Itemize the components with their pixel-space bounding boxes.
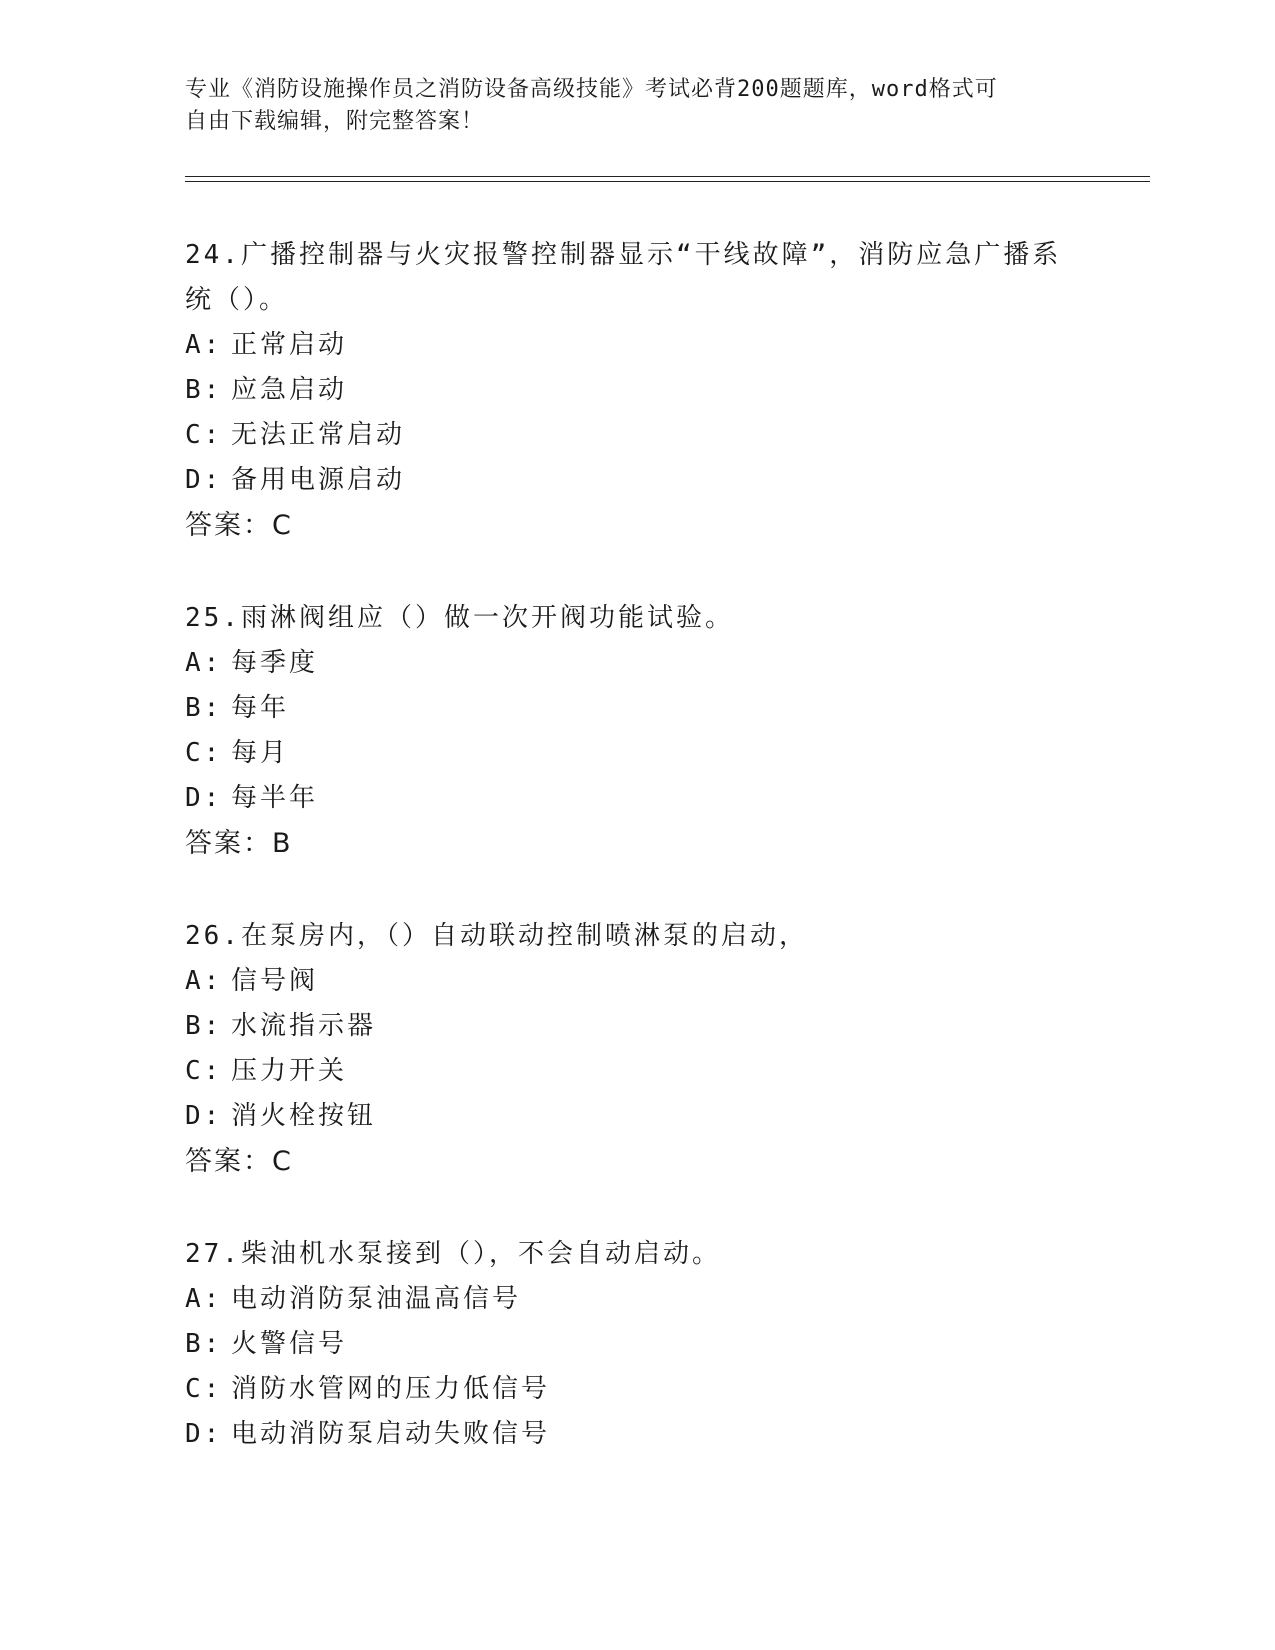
question-24 <box>185 233 1085 548</box>
option-text: 火警信号 <box>231 1329 348 1359</box>
option-letter: A: <box>185 648 223 678</box>
option-c <box>185 731 1085 776</box>
option-letter: C: <box>185 1374 223 1404</box>
question-stem: 27.柴油机水泵接到（），不会自动启动。 <box>185 1239 721 1269</box>
option-text: 压力开关 <box>231 1056 348 1086</box>
option-text: 正常启动 <box>231 330 348 360</box>
option-text: 每半年 <box>231 783 319 813</box>
option-text: 每月 <box>231 738 290 768</box>
document-header <box>185 74 1085 138</box>
option-text: 消防水管网的压力低信号 <box>231 1374 551 1404</box>
option-d <box>185 458 1085 503</box>
question-stem-continued: 统（）。 <box>185 285 289 315</box>
option-letter: A: <box>185 330 223 360</box>
option-d <box>185 1094 1085 1139</box>
option-text: 电动消防泵启动失败信号 <box>231 1419 551 1449</box>
option-c <box>185 1049 1085 1094</box>
option-b <box>185 1322 1085 1367</box>
question-26 <box>185 914 1085 1184</box>
option-text: 每季度 <box>231 648 319 678</box>
option-d <box>185 1412 1085 1457</box>
option-d <box>185 776 1085 821</box>
option-c <box>185 1367 1085 1412</box>
option-letter: D: <box>185 783 223 813</box>
header-line-2: 自由下载编辑，附完整答案！ <box>185 109 485 134</box>
option-text: 无法正常启动 <box>231 420 406 450</box>
question-stem: 26.在泵房内，（）自动联动控制喷淋泵的启动， <box>185 921 808 951</box>
option-text: 每年 <box>231 693 290 723</box>
option-text: 电动消防泵油温高信号 <box>231 1284 522 1314</box>
option-text: 应急启动 <box>231 375 348 405</box>
option-letter: C: <box>185 738 223 768</box>
option-a <box>185 641 1085 686</box>
option-text: 备用电源启动 <box>231 465 406 495</box>
header-divider-top <box>185 176 1150 177</box>
option-text: 水流指示器 <box>231 1011 377 1041</box>
option-a <box>185 1277 1085 1322</box>
option-letter: C: <box>185 420 223 450</box>
option-letter: D: <box>185 1101 223 1131</box>
question-stem: 25.雨淋阀组应（）做一次开阀功能试验。 <box>185 603 734 633</box>
question-27 <box>185 1232 1085 1457</box>
option-b <box>185 368 1085 413</box>
option-letter: D: <box>185 465 223 495</box>
option-letter: B: <box>185 1011 223 1041</box>
header-line-1: 专业《消防设施操作员之消防设备高级技能》考试必背200题题库，word格式可 <box>185 77 998 102</box>
option-letter: A: <box>185 966 223 996</box>
header-divider-bottom <box>185 181 1150 182</box>
option-b <box>185 1004 1085 1049</box>
option-letter: C: <box>185 1056 223 1086</box>
option-text: 消火栓按钮 <box>231 1101 377 1131</box>
option-a <box>185 323 1085 368</box>
option-a <box>185 959 1085 1004</box>
question-stem: 24.广播控制器与火灾报警控制器显示“干线故障”，消防应急广播系 <box>185 240 1062 270</box>
question-25 <box>185 596 1085 866</box>
option-letter: D: <box>185 1419 223 1449</box>
option-b <box>185 686 1085 731</box>
answer-line: 答案：B <box>185 828 293 859</box>
option-letter: A: <box>185 1284 223 1314</box>
option-letter: B: <box>185 375 223 405</box>
option-letter: B: <box>185 693 223 723</box>
option-c <box>185 413 1085 458</box>
answer-line: 答案：C <box>185 510 293 541</box>
answer-line: 答案：C <box>185 1146 293 1177</box>
option-letter: B: <box>185 1329 223 1359</box>
option-text: 信号阀 <box>231 966 319 996</box>
